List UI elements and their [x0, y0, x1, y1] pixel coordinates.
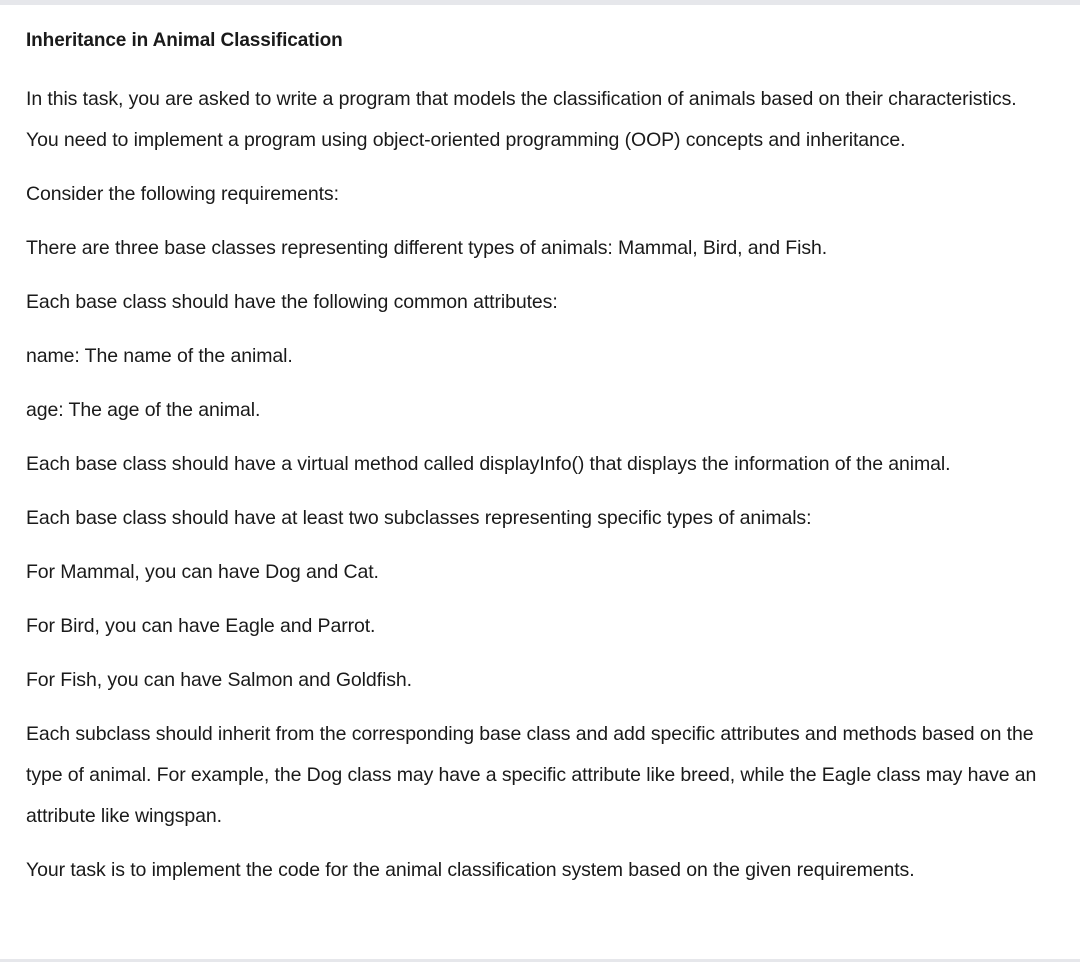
paragraph-requirements-heading: Consider the following requirements: [26, 183, 339, 205]
paragraph-attribute-age: age: The age of the animal. [26, 399, 261, 421]
paragraph-bird-subclasses: For Bird, you can have Eagle and Parrot. [26, 615, 376, 637]
paragraph-subclass-inheritance: Each subclass should inherit from the corresponding base class and add specific attributes and methods based on the type of animal. For example, the Dog class may have a specific attribute like breed, while the Eagle class may have an attribute like wingspan. [26, 723, 1037, 827]
top-divider [0, 0, 1080, 5]
paragraph-task: Your task is to implement the code for the animal classification system based on the given requirements. [26, 859, 915, 881]
paragraph-mammal-subclasses: For Mammal, you can have Dog and Cat. [26, 561, 379, 583]
paragraph-attribute-name: name: The name of the animal. [26, 345, 293, 367]
document-body [26, 25, 1066, 904]
paragraph-common-attributes: Each base class should have the following common attributes: [26, 291, 558, 313]
paragraph-subclasses: Each base class should have at least two subclasses representing specific types of animals: [26, 507, 812, 529]
paragraph-virtual-method: Each base class should have a virtual method called displayInfo() that displays the information of the animal. [26, 453, 951, 475]
paragraph-base-classes: There are three base classes representing different types of animals: Mammal, Bird, and Fish. [26, 237, 828, 259]
paragraph-fish-subclasses: For Fish, you can have Salmon and Goldfish. [26, 669, 412, 691]
document-title: Inheritance in Animal Classification [26, 30, 343, 51]
paragraph-intro: In this task, you are asked to write a program that models the classification of animals based on their characteristics. You need to implement a program using object-oriented programming (OOP) concepts and inheritance. [26, 88, 1017, 151]
